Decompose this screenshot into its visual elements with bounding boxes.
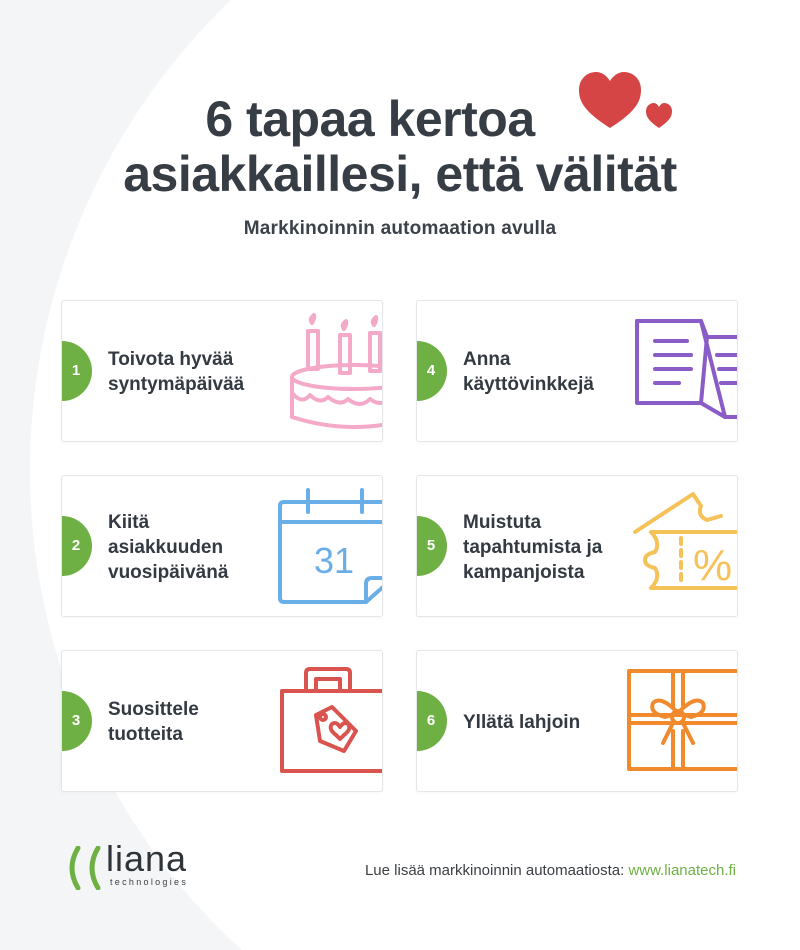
- page-title-line-2: asiakkaillesi, että välität: [123, 146, 677, 202]
- website-link[interactable]: www.lianatech.fi: [628, 862, 736, 879]
- logo-wordmark: liana: [106, 838, 188, 879]
- tip-card-6: [416, 650, 738, 792]
- document-icon: [625, 301, 737, 442]
- gift-box-icon: [625, 651, 737, 792]
- calendar-icon: [270, 476, 382, 617]
- footer-text: [365, 862, 736, 879]
- tip-label: Yllätä lahjoin: [463, 711, 581, 733]
- tip-card-3: [61, 650, 383, 792]
- tip-card-1: [61, 300, 383, 442]
- hearts-icon: [575, 68, 675, 134]
- step-badge: 1: [61, 341, 92, 401]
- step-badge: 3: [61, 691, 92, 751]
- step-badge: 6: [416, 691, 447, 751]
- tip-label: Muistuta tapahtumista ja kampanjoista: [463, 511, 603, 583]
- step-badge: 2: [61, 516, 92, 576]
- discount-ticket-icon: [625, 476, 737, 617]
- tip-label: Anna käyttövinkkejä: [463, 349, 594, 395]
- birthday-cake-icon: [270, 301, 382, 442]
- shopping-bag-icon: [270, 651, 382, 792]
- page-subtitle: Markkinoinnin automaation avulla: [243, 218, 557, 239]
- tip-label: Suosittele tuotteita: [108, 699, 199, 745]
- tip-card-2: [61, 475, 383, 617]
- page-title-line-1: 6 tapaa kertoa: [205, 91, 535, 147]
- calendar-day-number: 31: [314, 540, 355, 581]
- tip-label: Toivota hyvää syntymäpäivää: [108, 349, 245, 395]
- tip-card-5: [416, 475, 738, 617]
- tip-card-4: [416, 300, 738, 442]
- logo-subtitle: technologies: [110, 877, 189, 887]
- step-badge: 4: [416, 341, 447, 401]
- footer-prompt: Lue lisää markkinoinnin automaatiosta:: [364, 862, 629, 879]
- tip-label: Kiitä asiakkuuden vuosipäivänä: [108, 511, 229, 583]
- percent-sign: %: [693, 541, 733, 590]
- step-badge: 5: [416, 516, 447, 576]
